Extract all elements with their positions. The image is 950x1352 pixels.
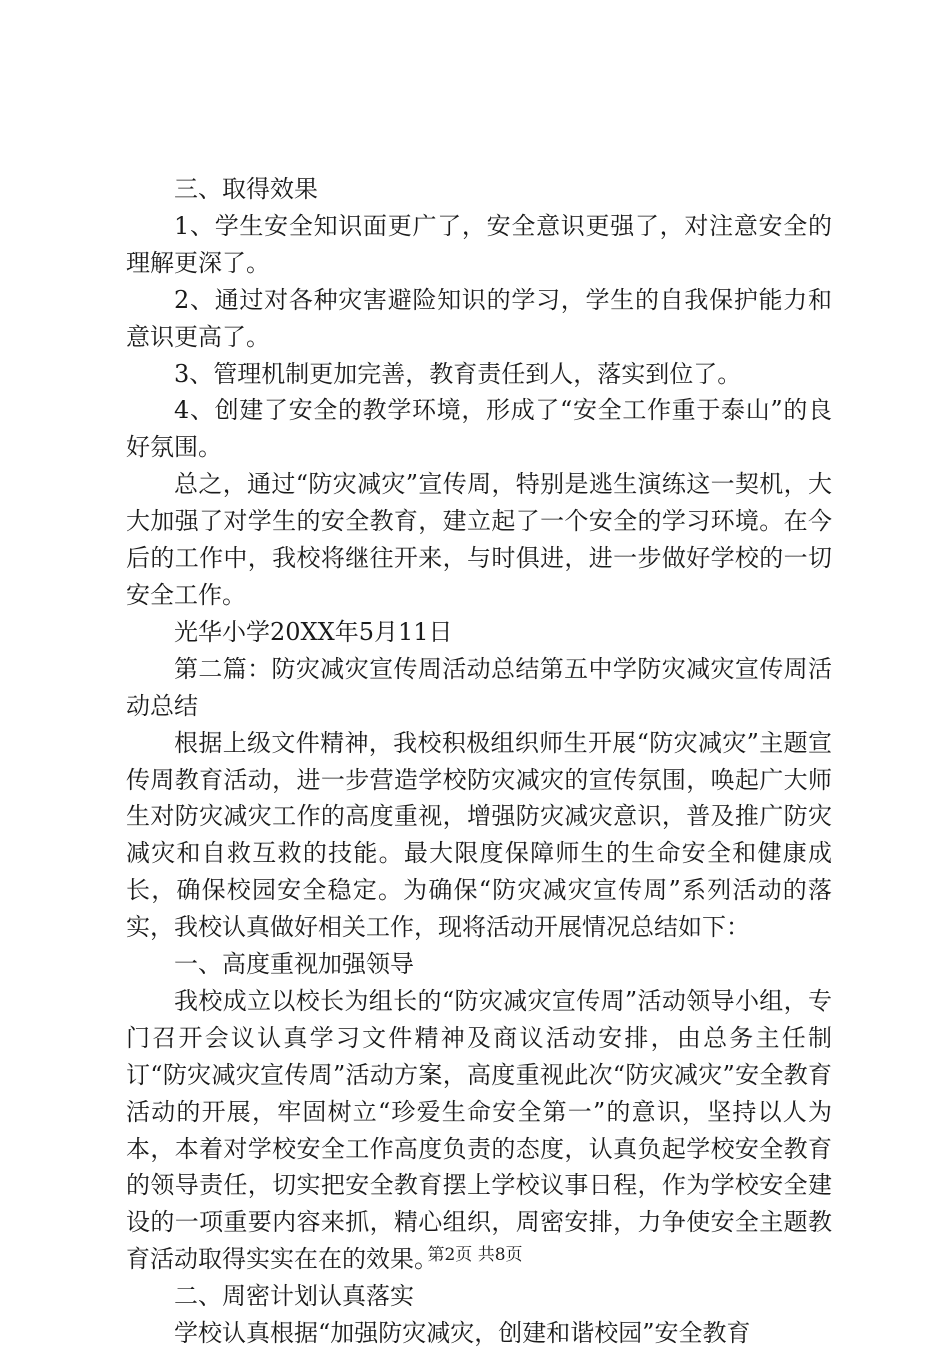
paragraph-planning: 学校认真根据“加强防灾减灾，创建和谐校园”安全教育 [174,1319,751,1348]
section-heading-leadership: 一、高度重视加强领导 [174,950,414,979]
document-body [126,171,832,1352]
paragraph-result-2: 2、通过对各种灾害避险知识的学习，学生的自我保护能力和意识更高了。 [126,285,832,351]
second-article-title: 第二篇：防灾减灾宣传周活动总结第五中学防灾减灾宣传周活动总结 [126,654,832,720]
paragraph-leadership: 我校成立以校长为组长的“防灾减灾宣传周”活动领导小组，专门召开会议认真学习文件精神及商议活动安排，由总务主任制订“防灾减灾宣传周”活动方案，高度重视此次“防灾减灾”安全教育活动的开展，牢固树立“珍爱生命安全第一”的意识，坚持以人为本，本着对学校安全工作高度负责的态度，认真负起学校安全教育的领导责任，切实把安全教育摆上学校议事日程，作为学校安全建设的一项重要内容来抓，精心组织，周密安排，力争使安全主题教育活动取得实实在在的效果。 [126,986,832,1274]
paragraph-intro: 根据上级文件精神，我校积极组织师生开展“防灾减灾”主题宣传周教育活动，进一步营造学校防灾减灾的宣传氛围，唤起广大师生对防灾减灾工作的高度重视，增强防灾减灾意识，普及推广防灾减灾和自救互救的技能。最大限度保障师生的生命安全和健康成长，确保校园安全稳定。为确保“防灾减灾宣传周”系列活动的落实，我校认真做好相关工作，现将活动开展情况总结如下： [126,728,832,942]
page-number-footer: 第2页 共8页 [427,1245,523,1265]
signature-date-line: 光华小学20XX年5月11日 [174,617,453,646]
section-heading-results: 三、取得效果 [174,175,318,203]
paragraph-summary: 总之，通过“防灾减灾”宣传周，特别是逃生演练这一契机，大大加强了对学生的安全教育，建立起了一个安全的学习环境。在今后的工作中，我校将继往开来，与时俱进，进一步做好学校的一切安全工作。 [126,470,832,609]
section-heading-planning: 二、周密计划认真落实 [174,1282,414,1311]
paragraph-result-1: 1、学生安全知识面更广了，安全意识更强了，对注意安全的理解更深了。 [126,211,832,277]
paragraph-result-4: 4、创建了安全的教学环境，形成了“安全工作重于泰山”的良好氛围。 [126,396,832,462]
paragraph-result-3: 3、管理机制更加完善，教育责任到人，落实到位了。 [174,359,742,388]
